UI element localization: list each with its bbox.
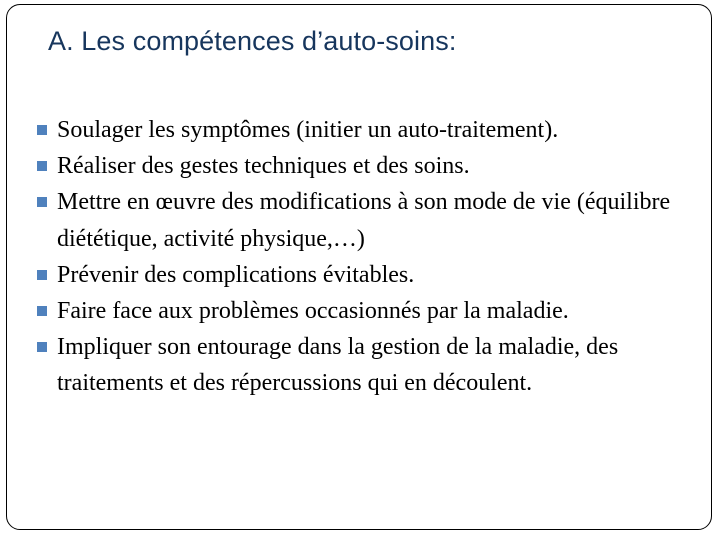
list-item	[37, 257, 709, 293]
bullet-text: Mettre en œuvre des modifications à son mode de vie (équilibre diététique, activité physique,…)	[57, 189, 671, 252]
list-item	[37, 293, 709, 329]
square-bullet-icon	[37, 270, 47, 280]
list-item	[37, 148, 709, 184]
square-bullet-icon	[37, 342, 47, 352]
square-bullet-icon	[37, 125, 47, 135]
slide-frame	[6, 4, 712, 530]
bullet-text: Impliquer son entourage dans la gestion de la maladie, des traitements et des répercussions qui en découlent.	[57, 334, 619, 397]
list-item	[37, 184, 709, 256]
square-bullet-icon	[37, 197, 47, 207]
bullet-text: Prévenir des complications évitables.	[57, 261, 415, 288]
bullet-text: Faire face aux problèmes occasionnés par la maladie.	[57, 298, 569, 325]
list-item	[37, 112, 709, 148]
list-item	[37, 329, 709, 401]
square-bullet-icon	[37, 161, 47, 171]
bullet-text: Soulager les symptômes (initier un auto-traitement).	[57, 117, 559, 143]
bullet-text: Réaliser des gestes techniques et des soins.	[57, 153, 470, 180]
bullet-list	[37, 112, 709, 402]
slide-title: A. Les compétences d’auto-soins:	[48, 26, 457, 56]
square-bullet-icon	[37, 306, 47, 316]
